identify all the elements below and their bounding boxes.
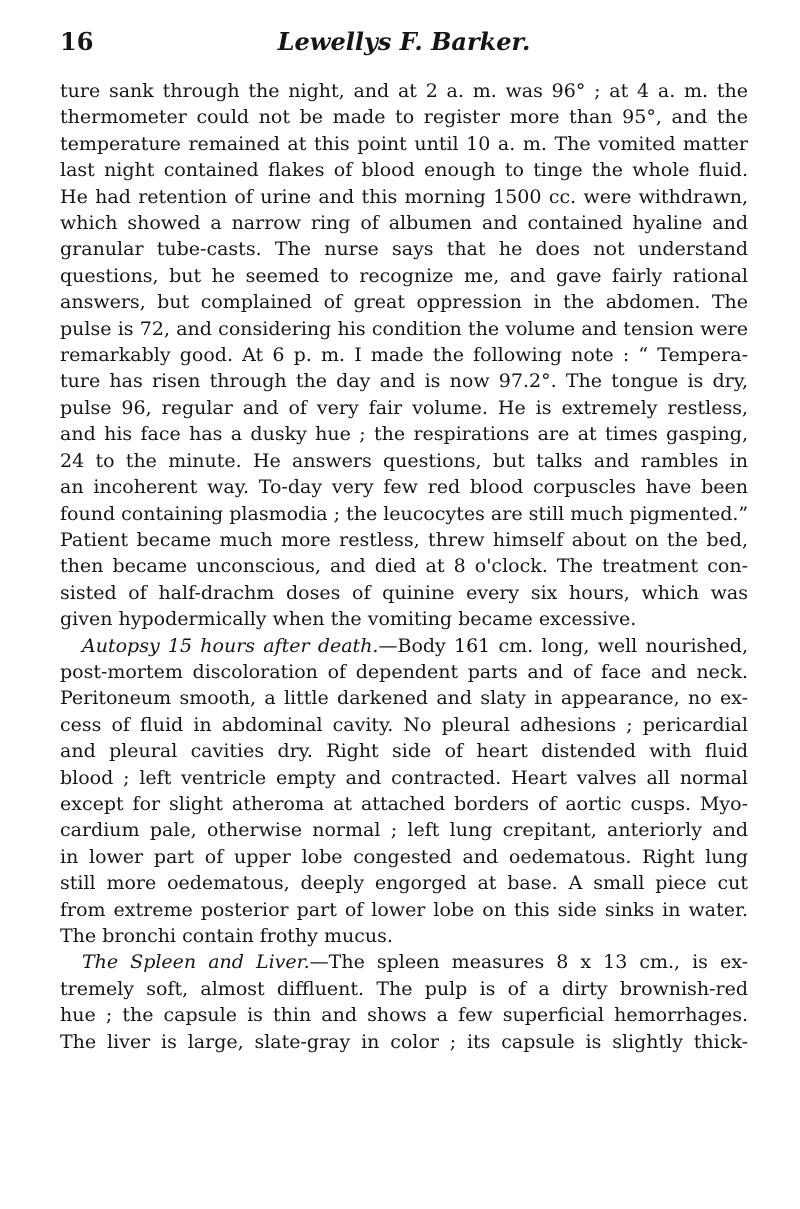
paragraph-clinical-course: [60, 78, 748, 633]
text-line: blood ; left ventricle empty and contracted. Heart valves all normal: [60, 766, 748, 789]
text-line: tremely soft, almost diffluent. The pulp is of a dirty brownish-red: [60, 977, 748, 1000]
text-line: [60, 949, 748, 975]
text-line: ture has risen through the day and is now 97.2°. The tongue is dry,: [60, 370, 748, 393]
text-line: last night contained flakes of blood enough to tinge the whole fluid.: [60, 159, 748, 182]
text-line: cess of fluid in abdominal cavity. No pleural adhesions ; pericardial: [60, 713, 748, 736]
text-line: given hypodermically when the vomiting became excessive.: [60, 608, 637, 631]
text-line: answers, but complained of great oppression in the abdomen. The: [60, 291, 748, 314]
running-head: [60, 24, 748, 60]
section-heading-autopsy: Autopsy 15 hours after death.: [82, 634, 379, 657]
text-line: which showed a narrow ring of albumen and contained hyaline and: [60, 212, 748, 235]
heading-continuation: —Body 161 cm. long, well nourished,: [378, 634, 748, 657]
page-number: 16: [60, 27, 94, 56]
text-line: then became unconscious, and died at 8 o'clock. The treatment con-: [60, 555, 748, 578]
paragraph-autopsy: [60, 633, 748, 950]
text-line: still more oedematous, deeply engorged at base. A small piece cut: [60, 872, 748, 895]
section-heading-spleen-liver: The Spleen and Liver.: [82, 951, 310, 974]
text-line: temperature remained at this point until 10 a. m. The vomited matter: [60, 132, 748, 155]
text-line: The liver is large, slate-gray in color ; its capsule is slightly thick-: [60, 1030, 748, 1053]
heading-continuation: —The spleen measures 8 x 13 cm., is ex-: [309, 951, 748, 974]
book-page: [60, 24, 748, 1055]
text-line: questions, but he seemed to recognize me, and gave fairly rational: [60, 264, 748, 287]
text-line: in lower part of upper lobe congested and oedematous. Right lung: [60, 845, 748, 868]
text-line: Peritoneum smooth, a little darkened and slaty in appearance, no ex-: [60, 687, 748, 710]
text-line: and his face has a dusky hue ; the respirations are at times gasping,: [60, 423, 748, 446]
running-title: Lewellys F. Barker.: [277, 27, 531, 56]
body-text: [60, 78, 748, 1055]
text-line: ture sank through the night, and at 2 a. m. was 96° ; at 4 a. m. the: [60, 80, 748, 102]
text-line: and pleural cavities dry. Right side of heart distended with fluid: [60, 740, 748, 763]
text-line: The bronchi contain frothy mucus.: [60, 925, 393, 947]
text-line: [60, 633, 748, 659]
text-line: granular tube-casts. The nurse says that he does not understand: [60, 238, 748, 261]
text-line: an incoherent way. To-day very few red blood corpuscles have been: [60, 476, 748, 499]
text-line: pulse is 72, and considering his condition the volume and tension were: [60, 317, 748, 340]
text-line: sisted of half-drachm doses of quinine every six hours, which was: [60, 581, 748, 604]
text-line: from extreme posterior part of lower lobe on this side sinks in water.: [60, 898, 748, 921]
paragraph-spleen-liver: [60, 949, 748, 1055]
text-line: hue ; the capsule is thin and shows a few superficial hemorrhages.: [60, 1004, 748, 1027]
text-line: except for slight atheroma at attached borders of aortic cusps. Myo-: [60, 792, 748, 815]
text-line: cardium pale, otherwise normal ; left lung crepitant, anteriorly and: [60, 819, 748, 842]
text-line: post-mortem discoloration of dependent parts and of face and neck.: [60, 660, 748, 683]
text-line: remarkably good. At 6 p. m. I made the following note : “ Tempera-: [60, 344, 748, 367]
text-line: thermometer could not be made to register more than 95°, and the: [60, 106, 748, 129]
text-line: 24 to the minute. He answers questions, but talks and rambles in: [60, 449, 748, 472]
text-line: Patient became much more restless, threw himself about on the bed,: [60, 528, 748, 551]
text-line: found containing plasmodia ; the leucocytes are still much pigmented.”: [60, 502, 749, 525]
text-line: He had retention of urine and this morning 1500 cc. were withdrawn,: [60, 185, 748, 208]
text-line: pulse 96, regular and of very fair volume. He is extremely restless,: [60, 396, 748, 419]
